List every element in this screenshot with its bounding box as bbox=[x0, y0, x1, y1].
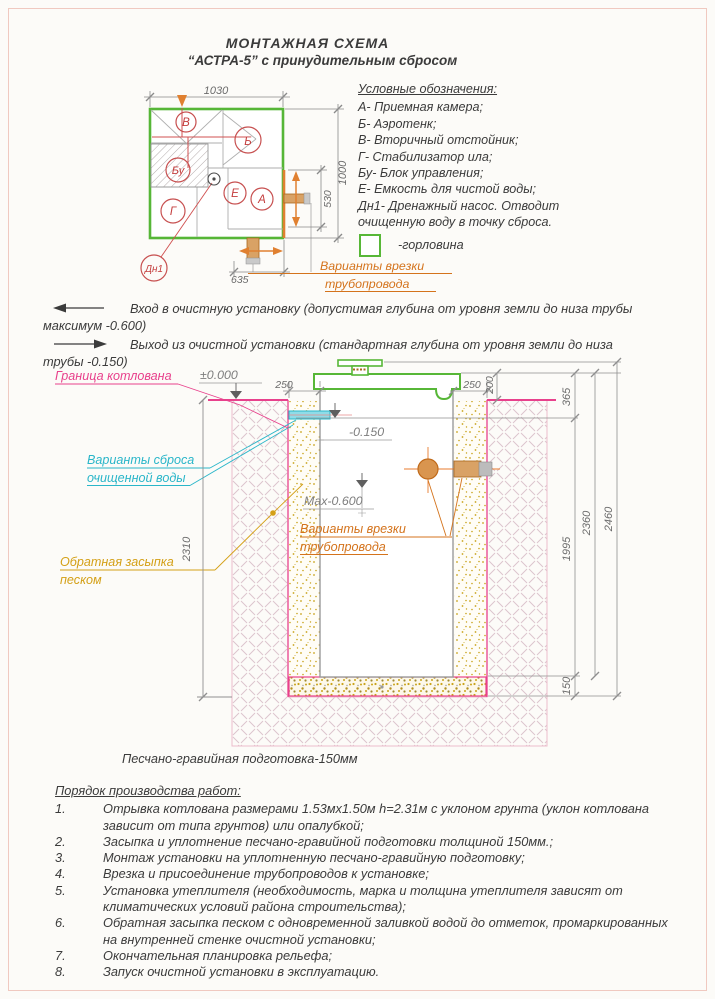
dim-1995-label: 1995 bbox=[561, 536, 573, 562]
cross-section-drawing bbox=[35, 355, 680, 755]
procedure-section bbox=[55, 783, 685, 981]
chamber-v-label: В bbox=[182, 117, 190, 129]
section-vent-cap bbox=[338, 360, 382, 375]
procedure-step bbox=[55, 850, 685, 866]
plan-dim-bottom-label: 635 bbox=[231, 274, 249, 286]
dim-150-label: 150 bbox=[561, 676, 573, 696]
backfill-line2: песком bbox=[60, 573, 102, 587]
dim-2310-label: 2310 bbox=[181, 536, 193, 562]
plan-inlet-arrow-icon bbox=[177, 95, 187, 107]
level-zero-mark bbox=[199, 383, 262, 399]
sand-backfill-right bbox=[454, 401, 486, 677]
step-text: Окончательная планировка рельефа; bbox=[103, 947, 333, 963]
pit-boundary-label: Граница котлована bbox=[55, 369, 172, 383]
legend-item: Дн1- Дренажный насос. Отводит bbox=[358, 198, 560, 213]
legend-item: Г- Стабилизатор ила; bbox=[358, 149, 493, 164]
inlet-note-line1: Вход в очистную установку (допустимая глубина от уровня земли до низа трубы bbox=[130, 301, 633, 316]
step-number: 4. bbox=[55, 866, 66, 882]
procedure-step bbox=[55, 883, 685, 916]
step-number: 7. bbox=[55, 947, 66, 963]
step-number: 3. bbox=[55, 850, 66, 866]
plan-dim-width-label: 1030 bbox=[203, 85, 229, 97]
legend-item: Бу- Блок управления; bbox=[358, 166, 484, 181]
section-tapping-line2: трубопровода bbox=[300, 540, 386, 554]
plan-tapping-note bbox=[248, 259, 452, 292]
step-number: 6. bbox=[55, 915, 66, 931]
chamber-bu-label: Бу bbox=[171, 165, 185, 177]
plan-view-drawing bbox=[60, 85, 480, 297]
step-text: Запуск очистной установки в эксплуатацию. bbox=[103, 964, 380, 980]
plan-dim-right bbox=[285, 104, 344, 243]
legend-item: Б- Аэротенк; bbox=[358, 116, 437, 131]
step-text: Засыпка и уплотнение песчано-гравийной подготовки толщиной 150мм.; bbox=[103, 833, 554, 849]
dim-2360-label: 2360 bbox=[581, 510, 593, 536]
plan-dim-side-label: 530 bbox=[322, 190, 334, 208]
chamber-e-label: Е bbox=[231, 188, 239, 200]
level-max-label: Max-0.600 bbox=[304, 494, 363, 508]
step-number: 1. bbox=[55, 801, 66, 817]
step-text: Отрывка котлована размерами 1.53мх1.50м h=2.31м с уклоном грунта (уклон котлована зависит от типа грунтов) или опалубкой; bbox=[103, 801, 649, 833]
discharge-line2: очищенной воды bbox=[87, 471, 186, 485]
discharge-line1: Варианты сброса bbox=[87, 453, 195, 467]
step-number: 8. bbox=[55, 964, 66, 980]
gravel-base-layer bbox=[289, 677, 486, 696]
legend-neck-label: -горловина bbox=[398, 238, 464, 253]
section-tapping-line1: Варианты врезки bbox=[300, 522, 406, 536]
procedure-step bbox=[55, 866, 685, 882]
pump-location-dot bbox=[212, 177, 215, 180]
sand-backfill-left bbox=[289, 401, 320, 677]
dim-2460-label: 2460 bbox=[603, 506, 615, 532]
pump-label: Дн1 bbox=[144, 264, 164, 275]
dim-365-label: 365 bbox=[561, 387, 573, 407]
base-layer-caption: Песчано-гравийная подготовка-150мм bbox=[122, 751, 358, 766]
chamber-g-label: Г bbox=[169, 206, 177, 218]
procedure-step bbox=[55, 915, 685, 948]
plan-tapping-note-line1: Варианты врезки bbox=[320, 259, 425, 273]
legend-item: А- Приемная камера; bbox=[358, 100, 483, 115]
procedure-step bbox=[55, 964, 685, 980]
step-number: 2. bbox=[55, 833, 66, 849]
step-text: Монтаж установки на уплотненную песчано-гравийную подготовку; bbox=[103, 850, 525, 866]
plan-dim-height-label: 1000 bbox=[337, 160, 349, 186]
procedure-step bbox=[55, 834, 685, 850]
dim-250-right-label: 250 bbox=[463, 379, 481, 391]
step-text: Обратная засыпка песком с одновременной заливкой водой до отметок, промаркированных на внутренней стенке очистной установки; bbox=[103, 915, 668, 947]
procedure-title: Порядок производства работ: bbox=[55, 783, 241, 798]
level-minus150-label: -0.150 bbox=[349, 425, 385, 439]
backfill-line1: Обратная засыпка bbox=[60, 555, 174, 569]
procedure-step bbox=[55, 801, 685, 834]
inlet-arrow-icon bbox=[52, 302, 112, 314]
page-subtitle: “АСТРА-5” с принудительным сбросом bbox=[187, 53, 458, 68]
chamber-a-label: А bbox=[258, 194, 266, 206]
procedure-step bbox=[55, 948, 685, 964]
level-zero-label: ±0.000 bbox=[200, 368, 238, 382]
legend-title: Условные обозначения: bbox=[358, 82, 498, 96]
dim-2310 bbox=[197, 396, 232, 701]
chamber-b-label: Б bbox=[244, 136, 252, 148]
step-text: Врезка и присоединение трубопроводов к установке; bbox=[103, 866, 429, 882]
outlet-note-line2: трубы -0.150) bbox=[43, 354, 128, 369]
legend-item: очищенную воду в точку сброса. bbox=[358, 215, 553, 230]
legend-item: В- Вторичный отстойник; bbox=[358, 133, 519, 148]
step-number: 5. bbox=[55, 882, 66, 898]
legend-item: Е- Емкость для чистой воды; bbox=[358, 182, 536, 197]
page-title: МОНТАЖНАЯ СХЕМА bbox=[225, 35, 390, 51]
outlet-note-line1: Выход из очистной установки (стандартная глубина от уровня земли до низа bbox=[130, 337, 613, 352]
plan-tapping-note-line2: трубопровода bbox=[325, 277, 410, 291]
dim-200-label: 200 bbox=[484, 376, 496, 394]
outlet-arrow-icon bbox=[52, 338, 112, 350]
step-text: Установка утеплителя (необходимость, марка и толщина утеплителя зависят от климатических условий района строительства); bbox=[103, 882, 623, 915]
gravel-center-dot bbox=[380, 685, 383, 688]
dim-250-left-label: 250 bbox=[275, 379, 293, 391]
inlet-note-line2: максимум -0.600) bbox=[43, 318, 147, 333]
